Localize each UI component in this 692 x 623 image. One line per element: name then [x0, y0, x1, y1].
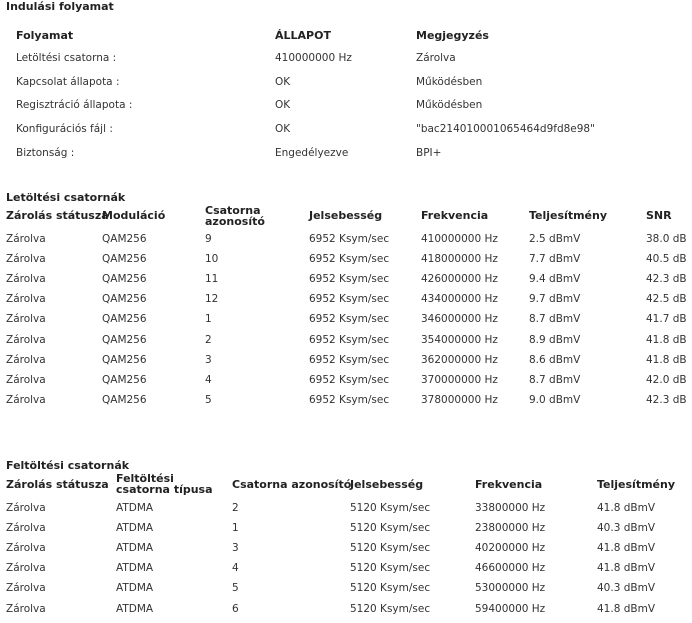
snr-cell: 42.0 dB — [646, 373, 687, 386]
procedure-status-cell: OK — [275, 75, 291, 88]
channel-type-cell: ATDMA — [116, 542, 154, 555]
frequency-cell: 46600000 Hz — [475, 562, 546, 575]
symbol-rate-cell: 6952 Ksym/sec — [309, 253, 390, 266]
modulation-cell: QAM256 — [102, 393, 147, 406]
startup-header-procedure: Folyamat — [16, 29, 74, 42]
modulation-cell: QAM256 — [102, 253, 147, 266]
channel-id-cell: 2 — [205, 333, 212, 346]
downstream-header-channel-id: Csatorna azonosító — [205, 204, 265, 228]
power-cell: 8.9 dBmV — [529, 333, 581, 346]
table-row — [0, 522, 692, 542]
startup-section-title: Indulási folyamat — [6, 0, 114, 13]
table-row — [0, 502, 692, 522]
symbol-rate-cell: 5120 Ksym/sec — [350, 502, 431, 514]
procedure-status-cell: OK — [275, 99, 291, 112]
table-row — [0, 99, 692, 119]
channel-id-cell: 6 — [232, 602, 239, 615]
table-row — [0, 273, 692, 293]
power-cell: 41.8 dBmV — [597, 542, 655, 555]
channel-id-cell: 1 — [205, 313, 212, 326]
frequency-cell: 362000000 Hz — [421, 353, 498, 366]
upstream-header-power: Teljesítmény — [597, 478, 676, 491]
frequency-cell: 33800000 Hz — [475, 502, 546, 514]
power-cell: 2.5 dBmV — [529, 233, 581, 245]
frequency-cell: 23800000 Hz — [475, 522, 546, 535]
snr-cell: 42.3 dB — [646, 393, 687, 406]
upstream-header-channel-type: Feltöltési csatorna típusa — [116, 472, 213, 496]
table-row — [0, 334, 692, 354]
table-row — [0, 374, 692, 394]
channel-id-cell: 2 — [232, 502, 239, 514]
channel-type-cell: ATDMA — [116, 562, 154, 575]
downstream-header-frequency: Frekvencia — [421, 209, 489, 222]
procedure-name-cell: Biztonság : — [16, 146, 75, 159]
frequency-cell: 426000000 Hz — [421, 273, 498, 286]
channel-id-cell: 12 — [205, 293, 219, 306]
upstream-header-symbol-rate: Jelsebesség — [350, 478, 424, 491]
lock-status-cell: Zárolva — [6, 313, 46, 326]
power-cell: 9.4 dBmV — [529, 273, 581, 286]
table-row — [0, 562, 692, 582]
table-row — [0, 233, 692, 253]
power-cell: 40.3 dBmV — [597, 522, 655, 535]
power-cell: 7.7 dBmV — [529, 253, 581, 266]
downstream-header-lock-status: Zárolás státusza — [6, 209, 109, 222]
table-row — [0, 147, 692, 167]
channel-id-cell: 4 — [232, 562, 239, 575]
procedure-name-cell: Konfigurációs fájl : — [16, 123, 113, 136]
table-row — [0, 354, 692, 374]
frequency-cell: 418000000 Hz — [421, 253, 498, 266]
channel-id-cell: 4 — [205, 373, 212, 386]
procedure-name-cell: Letöltési csatorna : — [16, 52, 117, 64]
table-row — [0, 76, 692, 96]
symbol-rate-cell: 6952 Ksym/sec — [309, 373, 390, 386]
lock-status-cell: Zárolva — [6, 602, 46, 615]
snr-cell: 42.5 dB — [646, 293, 687, 306]
symbol-rate-cell: 5120 Ksym/sec — [350, 542, 431, 555]
modulation-cell: QAM256 — [102, 333, 147, 346]
lock-status-cell: Zárolva — [6, 353, 46, 366]
symbol-rate-cell: 6952 Ksym/sec — [309, 273, 390, 286]
procedure-comment-cell: Működésben — [416, 99, 483, 112]
procedure-name-cell: Kapcsolat állapota : — [16, 75, 120, 88]
snr-cell: 41.8 dB — [646, 353, 687, 366]
table-row — [0, 123, 692, 143]
symbol-rate-cell: 6952 Ksym/sec — [309, 353, 390, 366]
modulation-cell: QAM256 — [102, 373, 147, 386]
power-cell: 9.7 dBmV — [529, 293, 581, 306]
snr-cell: 38.0 dB — [646, 233, 687, 245]
frequency-cell: 59400000 Hz — [475, 602, 546, 615]
table-row — [0, 293, 692, 313]
lock-status-cell: Zárolva — [6, 233, 46, 245]
upstream-header-frequency: Frekvencia — [475, 478, 543, 491]
lock-status-cell: Zárolva — [6, 273, 46, 286]
frequency-cell: 378000000 Hz — [421, 393, 498, 406]
procedure-status-cell: 410000000 Hz — [275, 52, 352, 64]
startup-header-status: ÁLLAPOT — [275, 29, 331, 42]
frequency-cell: 53000000 Hz — [475, 582, 546, 595]
power-cell: 40.3 dBmV — [597, 582, 655, 595]
frequency-cell: 434000000 Hz — [421, 293, 498, 306]
power-cell: 41.8 dBmV — [597, 602, 655, 615]
channel-type-cell: ATDMA — [116, 502, 154, 514]
symbol-rate-cell: 6952 Ksym/sec — [309, 313, 390, 326]
downstream-section-title: Letöltési csatornák — [6, 191, 126, 204]
symbol-rate-cell: 6952 Ksym/sec — [309, 293, 390, 306]
lock-status-cell: Zárolva — [6, 542, 46, 555]
snr-cell: 41.7 dB — [646, 313, 687, 326]
snr-cell: 42.3 dB — [646, 273, 687, 286]
power-cell: 41.8 dBmV — [597, 562, 655, 575]
frequency-cell: 40200000 Hz — [475, 542, 546, 555]
channel-id-cell: 5 — [232, 582, 239, 595]
power-cell: 8.7 dBmV — [529, 313, 581, 326]
table-row — [0, 313, 692, 333]
procedure-name-cell: Regisztráció állapota : — [16, 99, 133, 112]
table-row — [0, 542, 692, 562]
procedure-comment-cell: Zárolva — [416, 52, 456, 64]
upstream-section-title: Feltöltési csatornák — [6, 459, 130, 472]
modulation-cell: QAM256 — [102, 293, 147, 306]
downstream-header-power: Teljesítmény — [529, 209, 608, 222]
power-cell: 9.0 dBmV — [529, 393, 581, 406]
frequency-cell: 354000000 Hz — [421, 333, 498, 346]
channel-id-cell: 10 — [205, 253, 219, 266]
snr-cell: 40.5 dB — [646, 253, 687, 266]
lock-status-cell: Zárolva — [6, 293, 46, 306]
channel-id-cell: 9 — [205, 233, 212, 245]
upstream-header-channel-id: Csatorna azonosító — [232, 478, 352, 491]
lock-status-cell: Zárolva — [6, 373, 46, 386]
table-row — [0, 582, 692, 602]
modulation-cell: QAM256 — [102, 233, 147, 245]
procedure-status-cell: OK — [275, 123, 291, 136]
symbol-rate-cell: 5120 Ksym/sec — [350, 522, 431, 535]
lock-status-cell: Zárolva — [6, 333, 46, 346]
table-row — [0, 253, 692, 273]
channel-id-cell: 3 — [232, 542, 239, 555]
symbol-rate-cell: 5120 Ksym/sec — [350, 602, 431, 615]
lock-status-cell: Zárolva — [6, 582, 46, 595]
channel-type-cell: ATDMA — [116, 582, 154, 595]
procedure-comment-cell: "bac214010001065464d9fd8e98" — [416, 123, 595, 136]
lock-status-cell: Zárolva — [6, 502, 46, 514]
procedure-comment-cell: Működésben — [416, 75, 483, 88]
channel-type-cell: ATDMA — [116, 602, 154, 615]
symbol-rate-cell: 6952 Ksym/sec — [309, 233, 390, 245]
channel-id-cell: 5 — [205, 393, 212, 406]
table-row — [0, 394, 692, 414]
procedure-status-cell: Engedélyezve — [275, 146, 349, 159]
symbol-rate-cell: 5120 Ksym/sec — [350, 582, 431, 595]
channel-id-cell: 1 — [232, 522, 239, 535]
frequency-cell: 410000000 Hz — [421, 233, 498, 245]
snr-cell: 41.8 dB — [646, 333, 687, 346]
downstream-header-modulation: Moduláció — [102, 209, 166, 222]
upstream-header-lock-status: Zárolás státusza — [6, 478, 109, 491]
power-cell: 8.7 dBmV — [529, 373, 581, 386]
procedure-comment-cell: BPI+ — [416, 146, 442, 159]
symbol-rate-cell: 6952 Ksym/sec — [309, 393, 390, 406]
symbol-rate-cell: 5120 Ksym/sec — [350, 562, 431, 575]
downstream-header-symbol-rate: Jelsebesség — [309, 209, 383, 222]
lock-status-cell: Zárolva — [6, 522, 46, 535]
frequency-cell: 370000000 Hz — [421, 373, 498, 386]
downstream-header-snr: SNR — [646, 209, 672, 222]
modulation-cell: QAM256 — [102, 313, 147, 326]
startup-header-comment: Megjegyzés — [416, 29, 489, 42]
power-cell: 41.8 dBmV — [597, 502, 655, 514]
modulation-cell: QAM256 — [102, 353, 147, 366]
symbol-rate-cell: 6952 Ksym/sec — [309, 333, 390, 346]
lock-status-cell: Zárolva — [6, 253, 46, 266]
channel-id-cell: 11 — [205, 273, 219, 286]
frequency-cell: 346000000 Hz — [421, 313, 498, 326]
power-cell: 8.6 dBmV — [529, 353, 581, 366]
lock-status-cell: Zárolva — [6, 393, 46, 406]
lock-status-cell: Zárolva — [6, 562, 46, 575]
table-row — [0, 52, 692, 72]
channel-id-cell: 3 — [205, 353, 212, 366]
channel-type-cell: ATDMA — [116, 522, 154, 535]
modulation-cell: QAM256 — [102, 273, 147, 286]
